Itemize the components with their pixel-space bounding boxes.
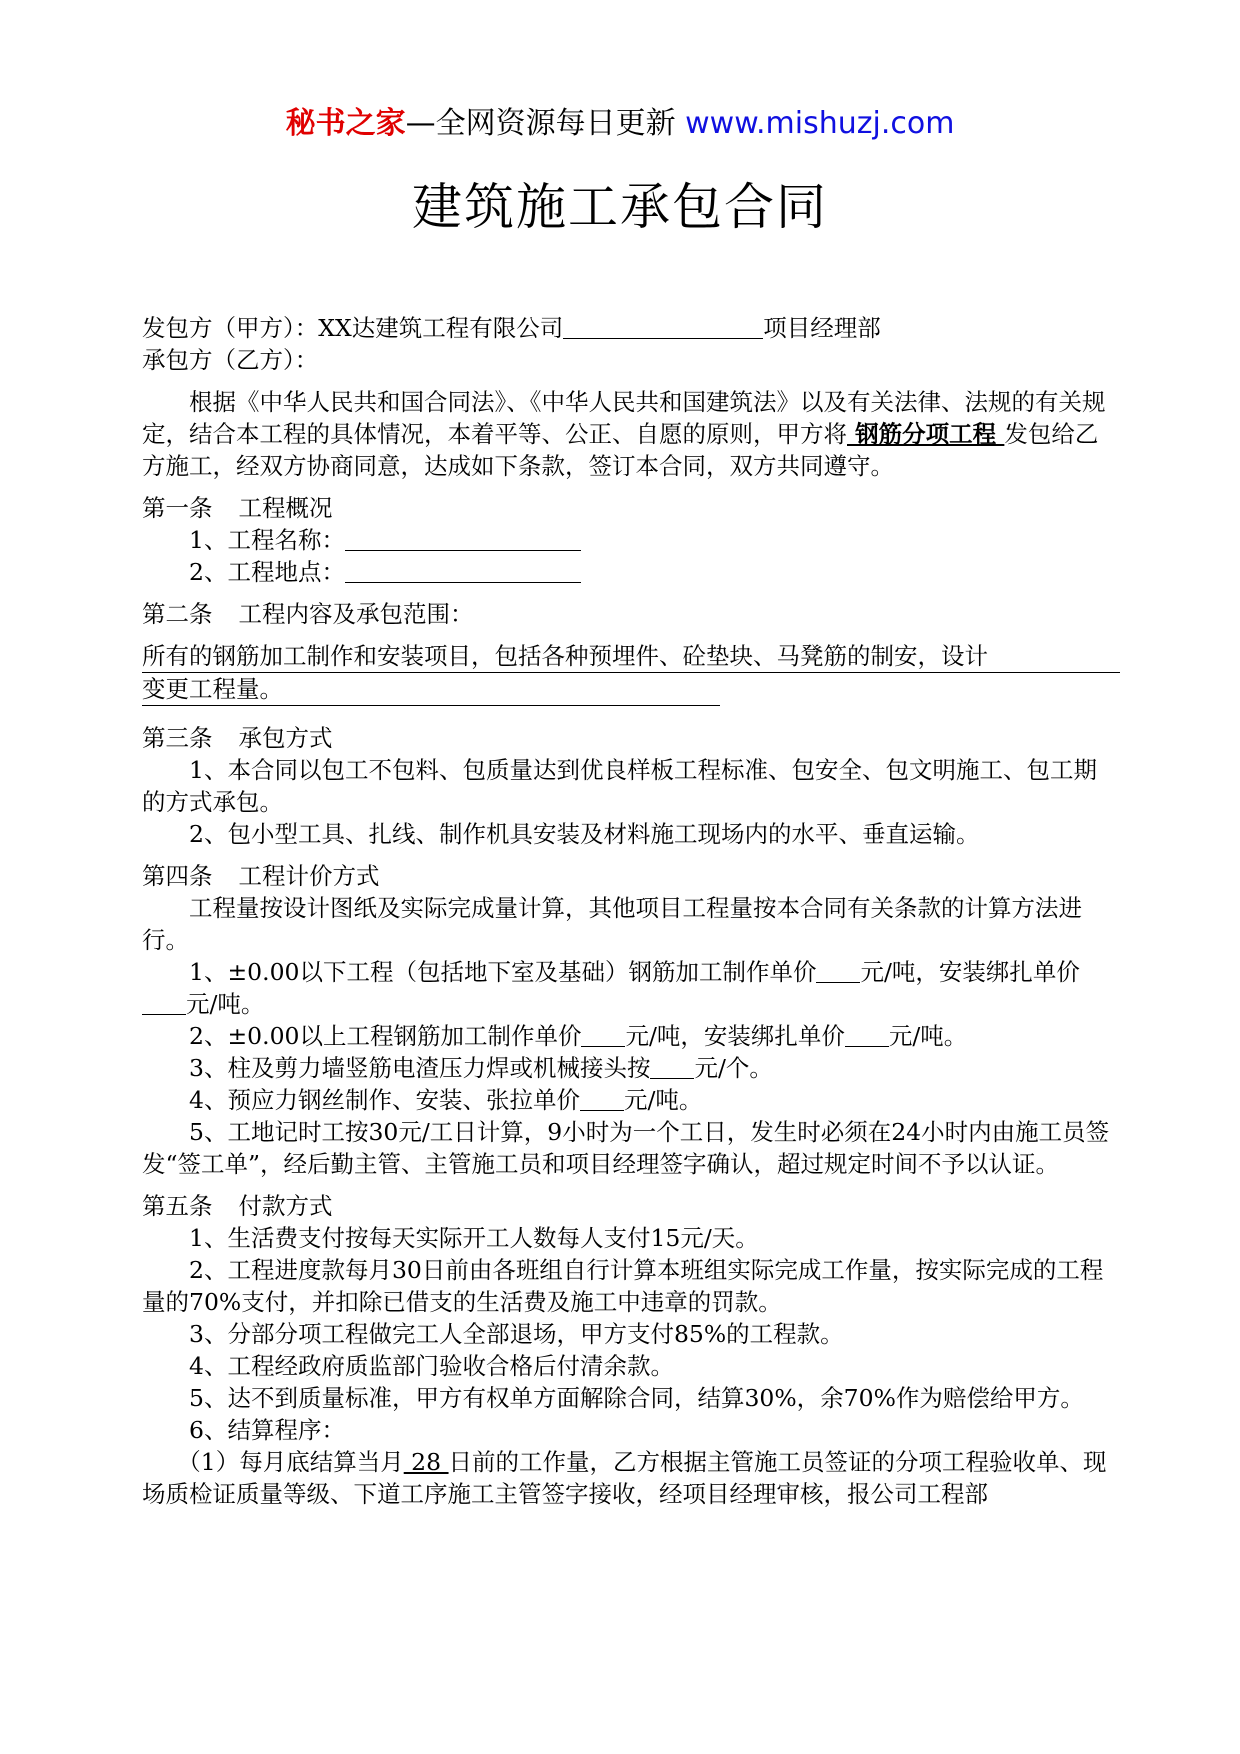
item-4-text-b: 元/吨。 — [623, 1086, 703, 1114]
document-title: 建筑施工承包合同 — [412, 178, 828, 236]
item-2-text-b: 元/吨，安装绑扎单价 — [625, 1022, 845, 1050]
item-3-text-a: 3、柱及剪力墙竖筋电渣压力焊或机械接头按 — [189, 1054, 651, 1082]
preamble-project-name: 钢筋分项工程 — [847, 420, 1005, 448]
article-1-title: 工程概况 — [238, 494, 333, 522]
site-url-link[interactable]: www.mishuzj.com — [685, 106, 955, 141]
article-4-heading — [142, 860, 1120, 892]
item-1-text-c: 元/吨。 — [186, 990, 265, 1018]
scope-line-2: 变更工程量。 — [142, 673, 720, 706]
item-1-blank-2 — [142, 988, 186, 1015]
article-4-item-3 — [142, 1052, 1120, 1084]
article-5-heading — [142, 1190, 1120, 1222]
article-4-intro: 工程量按设计图纸及实际完成量计算，其他项目工程量按本合同有关条款的计算方法进行。 — [142, 894, 1082, 954]
party-a-line — [142, 312, 1120, 344]
party-a-company: XX达建筑工程有限公司 — [318, 314, 564, 342]
article-2-heading — [142, 598, 1120, 630]
item-1-blank-1 — [816, 956, 860, 983]
item-2-text-c: 元/吨。 — [888, 1022, 968, 1050]
item-3-blank — [650, 1052, 694, 1079]
item-2-blank-2 — [845, 1020, 889, 1047]
article-5-sub-1 — [142, 1446, 1120, 1510]
project-location-label: 2、工程地点： — [189, 558, 345, 586]
preamble-paragraph — [142, 386, 1120, 482]
article-1-item-2 — [142, 556, 1120, 588]
party-a-blank — [563, 312, 763, 339]
article-4-item-2 — [142, 1020, 1120, 1052]
article-2-scope — [142, 640, 1120, 706]
item-1-text-b: 元/吨，安装绑扎单价 — [860, 958, 1080, 986]
article-5-item-1: 1、生活费支付按每天实际开工人数每人支付15元/天。 — [189, 1224, 759, 1252]
article-5-item-4: 4、工程经政府质监部门验收合格后付清余款。 — [189, 1352, 674, 1380]
project-name-blank — [345, 524, 581, 551]
article-5-number: 第五条 — [142, 1192, 213, 1220]
article-2-title: 工程内容及承包范围： — [238, 600, 474, 628]
item-2-text-a: 2、±0.00以上工程钢筋加工制作单价 — [189, 1022, 582, 1050]
item-3-text-b: 元/个。 — [694, 1054, 773, 1082]
project-name-label: 1、工程名称： — [189, 526, 345, 554]
preamble-text-2: 发包给乙方施工，经双方协商同意，达成如下条款，签订本合同，双方共同遵守。 — [142, 420, 1099, 480]
item-4-blank — [580, 1084, 624, 1111]
sub-1-text-a: （1）每月底结算当月 — [177, 1448, 404, 1476]
article-5-item-2: 2、工程进度款每月30日前由各班组自行计算本班组实际完成工作量，按实际完成的工程量的70%支付，并扣除已借支的生活费及施工中违章的罚款。 — [142, 1256, 1104, 1316]
item-4-text-a: 4、预应力钢丝制作、安装、张拉单价 — [189, 1086, 580, 1114]
item-1-text-a: 1、±0.00以下工程（包括地下室及基础）钢筋加工制作单价 — [189, 958, 817, 986]
party-b-line — [142, 344, 1120, 376]
party-b-label: 承包方（乙方）： — [142, 346, 319, 374]
article-4-item-5: 5、工地记时工按30元/工日计算，9小时为一个工日，发生时必须在24小时内由施工员签发“签工单”，经后勤主管、主管施工员和项目经理签字确认，超过规定时间不予以认证。 — [142, 1118, 1110, 1178]
item-2-blank-1 — [581, 1020, 625, 1047]
brand-name: 秘书之家 — [285, 106, 406, 141]
banner-slogan: —全网资源每日更新 — [405, 106, 686, 141]
article-5-title: 付款方式 — [238, 1192, 333, 1220]
party-a-dept: 项目经理部 — [763, 314, 881, 342]
article-3-number: 第三条 — [142, 724, 213, 752]
article-1-heading — [142, 492, 1120, 524]
scope-line-1: 所有的钢筋加工制作和安装项目，包括各种预埋件、砼垫块、马凳筋的制安，设计 — [142, 640, 1120, 673]
project-location-blank — [345, 556, 581, 583]
article-4-number: 第四条 — [142, 862, 213, 890]
article-1-number: 第一条 — [142, 494, 213, 522]
article-4-item-4 — [142, 1084, 1120, 1116]
article-5-item-5: 5、达不到质量标准，甲方有权单方面解除合同，结算30%，余70%作为赔偿给甲方。 — [189, 1384, 1084, 1412]
settlement-day: 28 — [403, 1448, 449, 1476]
contract-body — [142, 312, 1120, 1510]
preamble-text-1: 根据《中华人民共和国合同法》、《中华人民共和国建筑法》以及有关法律、法规的有关规定，结合本工程的具体情况，本着平等、公正、自愿的原则，甲方将 — [142, 388, 1106, 448]
article-3-item-1: 1、本合同以包工不包料、包质量达到优良样板工程标准、包安全、包文明施工、包工期的方式承包。 — [142, 756, 1097, 816]
article-3-title: 承包方式 — [238, 724, 333, 752]
site-banner — [0, 102, 1240, 146]
party-a-label: 发包方（甲方）： — [142, 314, 319, 342]
article-3-item-2: 2、包小型工具、扎线、制作机具安装及材料施工现场内的水平、垂直运输。 — [189, 820, 980, 848]
article-2-number: 第二条 — [142, 600, 213, 628]
article-4-title: 工程计价方式 — [238, 862, 380, 890]
article-4-item-1 — [142, 956, 1120, 1020]
article-3-heading — [142, 722, 1120, 754]
sub-1-text-b: 日前的工作量，乙方根据主管施工员签证的分项工程验收单、现场质检证质量等级、下道工序施工主管签字接收，经项目经理审核，报公司工程部 — [142, 1448, 1107, 1508]
article-1-item-1 — [142, 524, 1120, 556]
article-5-item-3: 3、分部分项工程做完工人全部退场，甲方支付85%的工程款。 — [189, 1320, 844, 1348]
article-5-item-6: 6、结算程序： — [189, 1416, 345, 1444]
